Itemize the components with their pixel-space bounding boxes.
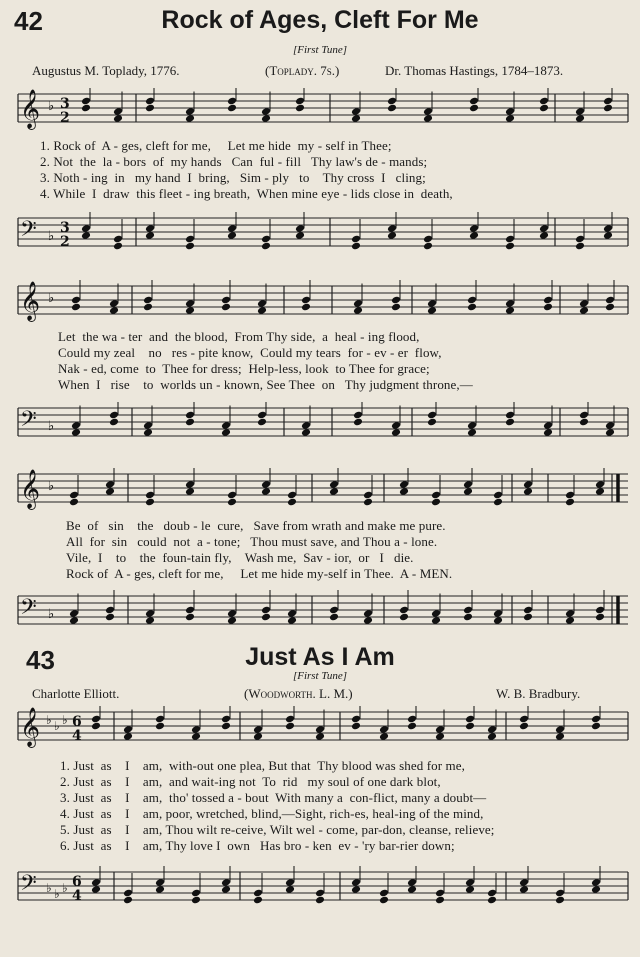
notehead bbox=[423, 242, 433, 251]
notehead bbox=[519, 722, 529, 731]
notehead bbox=[505, 418, 515, 427]
svg-text:𝄢: 𝄢 bbox=[20, 407, 37, 437]
notehead bbox=[555, 896, 565, 905]
notehead bbox=[363, 498, 373, 507]
notehead bbox=[227, 104, 237, 113]
notehead bbox=[287, 498, 297, 507]
svg-text:♭: ♭ bbox=[48, 291, 55, 306]
verse-line: Could my zeal no res - pite know, Could my tears for - ev - er flow, bbox=[58, 345, 442, 360]
verse-line: 3. Just as I am, tho' tossed a - bout With many a con-flict, many a doubt— bbox=[60, 790, 487, 805]
svg-text:♭: ♭ bbox=[62, 881, 68, 895]
svg-text:♭: ♭ bbox=[54, 719, 60, 733]
composer-43: W. B. Bradbury. bbox=[496, 686, 581, 701]
svg-text:𝄢: 𝄢 bbox=[20, 595, 37, 625]
notehead bbox=[565, 498, 575, 507]
svg-text:♭: ♭ bbox=[46, 713, 52, 727]
svg-text:𝄞: 𝄞 bbox=[20, 281, 41, 321]
svg-text:♭: ♭ bbox=[48, 607, 55, 622]
notehead bbox=[145, 104, 155, 113]
svg-text:𝄢: 𝄢 bbox=[20, 217, 37, 247]
notehead bbox=[329, 613, 339, 622]
notehead bbox=[91, 722, 101, 731]
notehead bbox=[465, 722, 475, 731]
verse-line: 2. Just as I am, and wait-ing not To rid my soul of one dark blot, bbox=[60, 774, 441, 789]
notehead bbox=[185, 613, 195, 622]
notehead bbox=[463, 613, 473, 622]
notehead bbox=[591, 722, 601, 731]
notehead bbox=[315, 896, 325, 905]
notehead bbox=[185, 242, 195, 251]
notehead bbox=[351, 242, 361, 251]
notehead bbox=[143, 303, 153, 312]
verse-line: Let the wa - ter and the blood, From Thy side, a heal - ing flood, bbox=[58, 329, 420, 344]
notehead bbox=[285, 722, 295, 731]
notehead bbox=[543, 303, 553, 312]
bass-staff-42-3 bbox=[0, 588, 640, 638]
hymn-number-42: 42 bbox=[14, 6, 43, 36]
notehead bbox=[579, 418, 589, 427]
meter-42: (Toplady. 7s.) bbox=[265, 63, 340, 78]
notehead bbox=[399, 613, 409, 622]
verse-line: When I rise to worlds un - known, See Thee on Thy judgment throne,— bbox=[58, 377, 473, 392]
notehead bbox=[379, 896, 389, 905]
notehead bbox=[69, 498, 79, 507]
notehead bbox=[221, 303, 231, 312]
notehead bbox=[407, 722, 417, 731]
hymn-number-43: 43 bbox=[26, 645, 55, 675]
notehead bbox=[261, 613, 271, 622]
svg-text:♭: ♭ bbox=[48, 99, 55, 114]
treble-staff-42-3 bbox=[0, 466, 640, 516]
svg-text:♭: ♭ bbox=[48, 419, 55, 434]
notehead bbox=[469, 104, 479, 113]
notehead bbox=[105, 613, 115, 622]
verse-line: 1. Just as I am, with-out one plea, But that Thy blood was shed for me, bbox=[60, 758, 465, 773]
tune-note-42: [First Tune] bbox=[292, 44, 348, 56]
bass-staff-42-1 bbox=[0, 210, 640, 260]
tune-note-43: [First Tune] bbox=[292, 670, 348, 682]
svg-text:♭: ♭ bbox=[46, 881, 52, 895]
notehead bbox=[155, 722, 165, 731]
notehead bbox=[109, 418, 119, 427]
author-42: Augustus M. Toplady, 1776. bbox=[32, 63, 180, 78]
svg-text:2: 2 bbox=[60, 234, 70, 250]
svg-text:3: 3 bbox=[60, 96, 70, 112]
verse-line: Rock of A - ges, cleft for me, Let me hide my-self in Thee. A - MEN. bbox=[66, 566, 453, 581]
author-43: Charlotte Elliott. bbox=[32, 686, 120, 701]
svg-text:3: 3 bbox=[60, 220, 70, 236]
notehead bbox=[467, 303, 477, 312]
notehead bbox=[595, 613, 605, 622]
verse-line: Be of sin the doub - le cure, Save from wrath and make me pure. bbox=[66, 518, 446, 533]
composer-42: Dr. Thomas Hastings, 1784–1873. bbox=[385, 63, 564, 78]
bass-staff-42-2 bbox=[0, 400, 640, 450]
notehead bbox=[575, 242, 585, 251]
notehead bbox=[605, 303, 615, 312]
svg-text:4: 4 bbox=[72, 888, 82, 904]
verse-line: 1. Rock of A - ges, cleft for me, Let me hide my - self in Thee; bbox=[40, 138, 392, 153]
svg-text:𝄢: 𝄢 bbox=[20, 871, 37, 901]
verse-line: 4. Just as I am, poor, wretched, blind,—Sight, rich-es, heal-ing of the mind, bbox=[60, 806, 484, 821]
notehead bbox=[145, 498, 155, 507]
svg-text:2: 2 bbox=[60, 110, 70, 126]
notehead bbox=[431, 498, 441, 507]
notehead bbox=[253, 896, 263, 905]
verse-line: Vile, I to the foun-tain fly, Wash me, Sav - ior, or I die. bbox=[66, 550, 414, 565]
notehead bbox=[221, 722, 231, 731]
svg-text:𝄞: 𝄞 bbox=[20, 707, 41, 747]
verse-block-43-1 bbox=[60, 758, 495, 854]
notehead bbox=[261, 242, 271, 251]
notehead bbox=[391, 303, 401, 312]
svg-text:6: 6 bbox=[72, 714, 82, 730]
notehead bbox=[81, 104, 91, 113]
notehead bbox=[505, 242, 515, 251]
svg-text:♭: ♭ bbox=[62, 713, 68, 727]
notehead bbox=[185, 418, 195, 427]
notehead bbox=[227, 498, 237, 507]
svg-text:6: 6 bbox=[72, 874, 82, 890]
verse-line: 5. Just as I am, Thou wilt re-ceive, Wilt wel - come, par-don, cleanse, relieve; bbox=[60, 822, 495, 837]
meter-43: (Woodworth. L. M.) bbox=[244, 686, 353, 701]
verse-line: 2. Not the la - bors of my hands Can ful - fill Thy law's de - mands; bbox=[40, 154, 428, 169]
verse-block-42-3 bbox=[66, 518, 452, 582]
svg-text:𝄞: 𝄞 bbox=[20, 469, 41, 509]
svg-text:𝄞: 𝄞 bbox=[20, 89, 41, 129]
verse-line: 6. Just as I am, Thy love I own Has bro - ken ev - 'ry bar-rier down; bbox=[60, 838, 455, 853]
notehead bbox=[353, 418, 363, 427]
hymn-title-43: Just As I Am bbox=[245, 643, 395, 671]
verse-block-42-2 bbox=[58, 329, 473, 393]
hymn-title-42: Rock of Ages, Cleft For Me bbox=[161, 6, 479, 34]
bass-staff-43-1 bbox=[0, 864, 640, 914]
verse-block-42-1 bbox=[40, 138, 453, 202]
notehead bbox=[71, 303, 81, 312]
notehead bbox=[295, 104, 305, 113]
notehead bbox=[113, 242, 123, 251]
verse-line: 3. Noth - ing in my hand I bring, Sim - ply to Thy cross I cling; bbox=[40, 170, 426, 185]
svg-text:♭: ♭ bbox=[54, 887, 60, 901]
notehead bbox=[123, 896, 133, 905]
notehead bbox=[435, 896, 445, 905]
notehead bbox=[351, 722, 361, 731]
notehead bbox=[539, 104, 549, 113]
notehead bbox=[523, 613, 533, 622]
treble-staff-42-1 bbox=[0, 86, 640, 136]
verse-line: 4. While I draw this fleet - ing breath, When mine eye - lids close in death, bbox=[40, 186, 453, 201]
notehead bbox=[487, 896, 497, 905]
notehead bbox=[387, 104, 397, 113]
verse-line: Nak - ed, come to Thee for dress; Help-less, look to Thee for grace; bbox=[58, 361, 430, 376]
treble-staff-43-1 bbox=[0, 704, 640, 754]
svg-text:4: 4 bbox=[72, 728, 82, 744]
notehead bbox=[301, 303, 311, 312]
notehead bbox=[427, 418, 437, 427]
svg-text:♭: ♭ bbox=[48, 479, 55, 494]
treble-staff-42-2 bbox=[0, 278, 640, 328]
notehead bbox=[257, 418, 267, 427]
notehead bbox=[493, 498, 503, 507]
notehead bbox=[191, 896, 201, 905]
notehead bbox=[603, 104, 613, 113]
svg-text:♭: ♭ bbox=[48, 229, 55, 244]
verse-line: All for sin could not a - tone; Thou must save, and Thou a - lone. bbox=[66, 534, 438, 549]
